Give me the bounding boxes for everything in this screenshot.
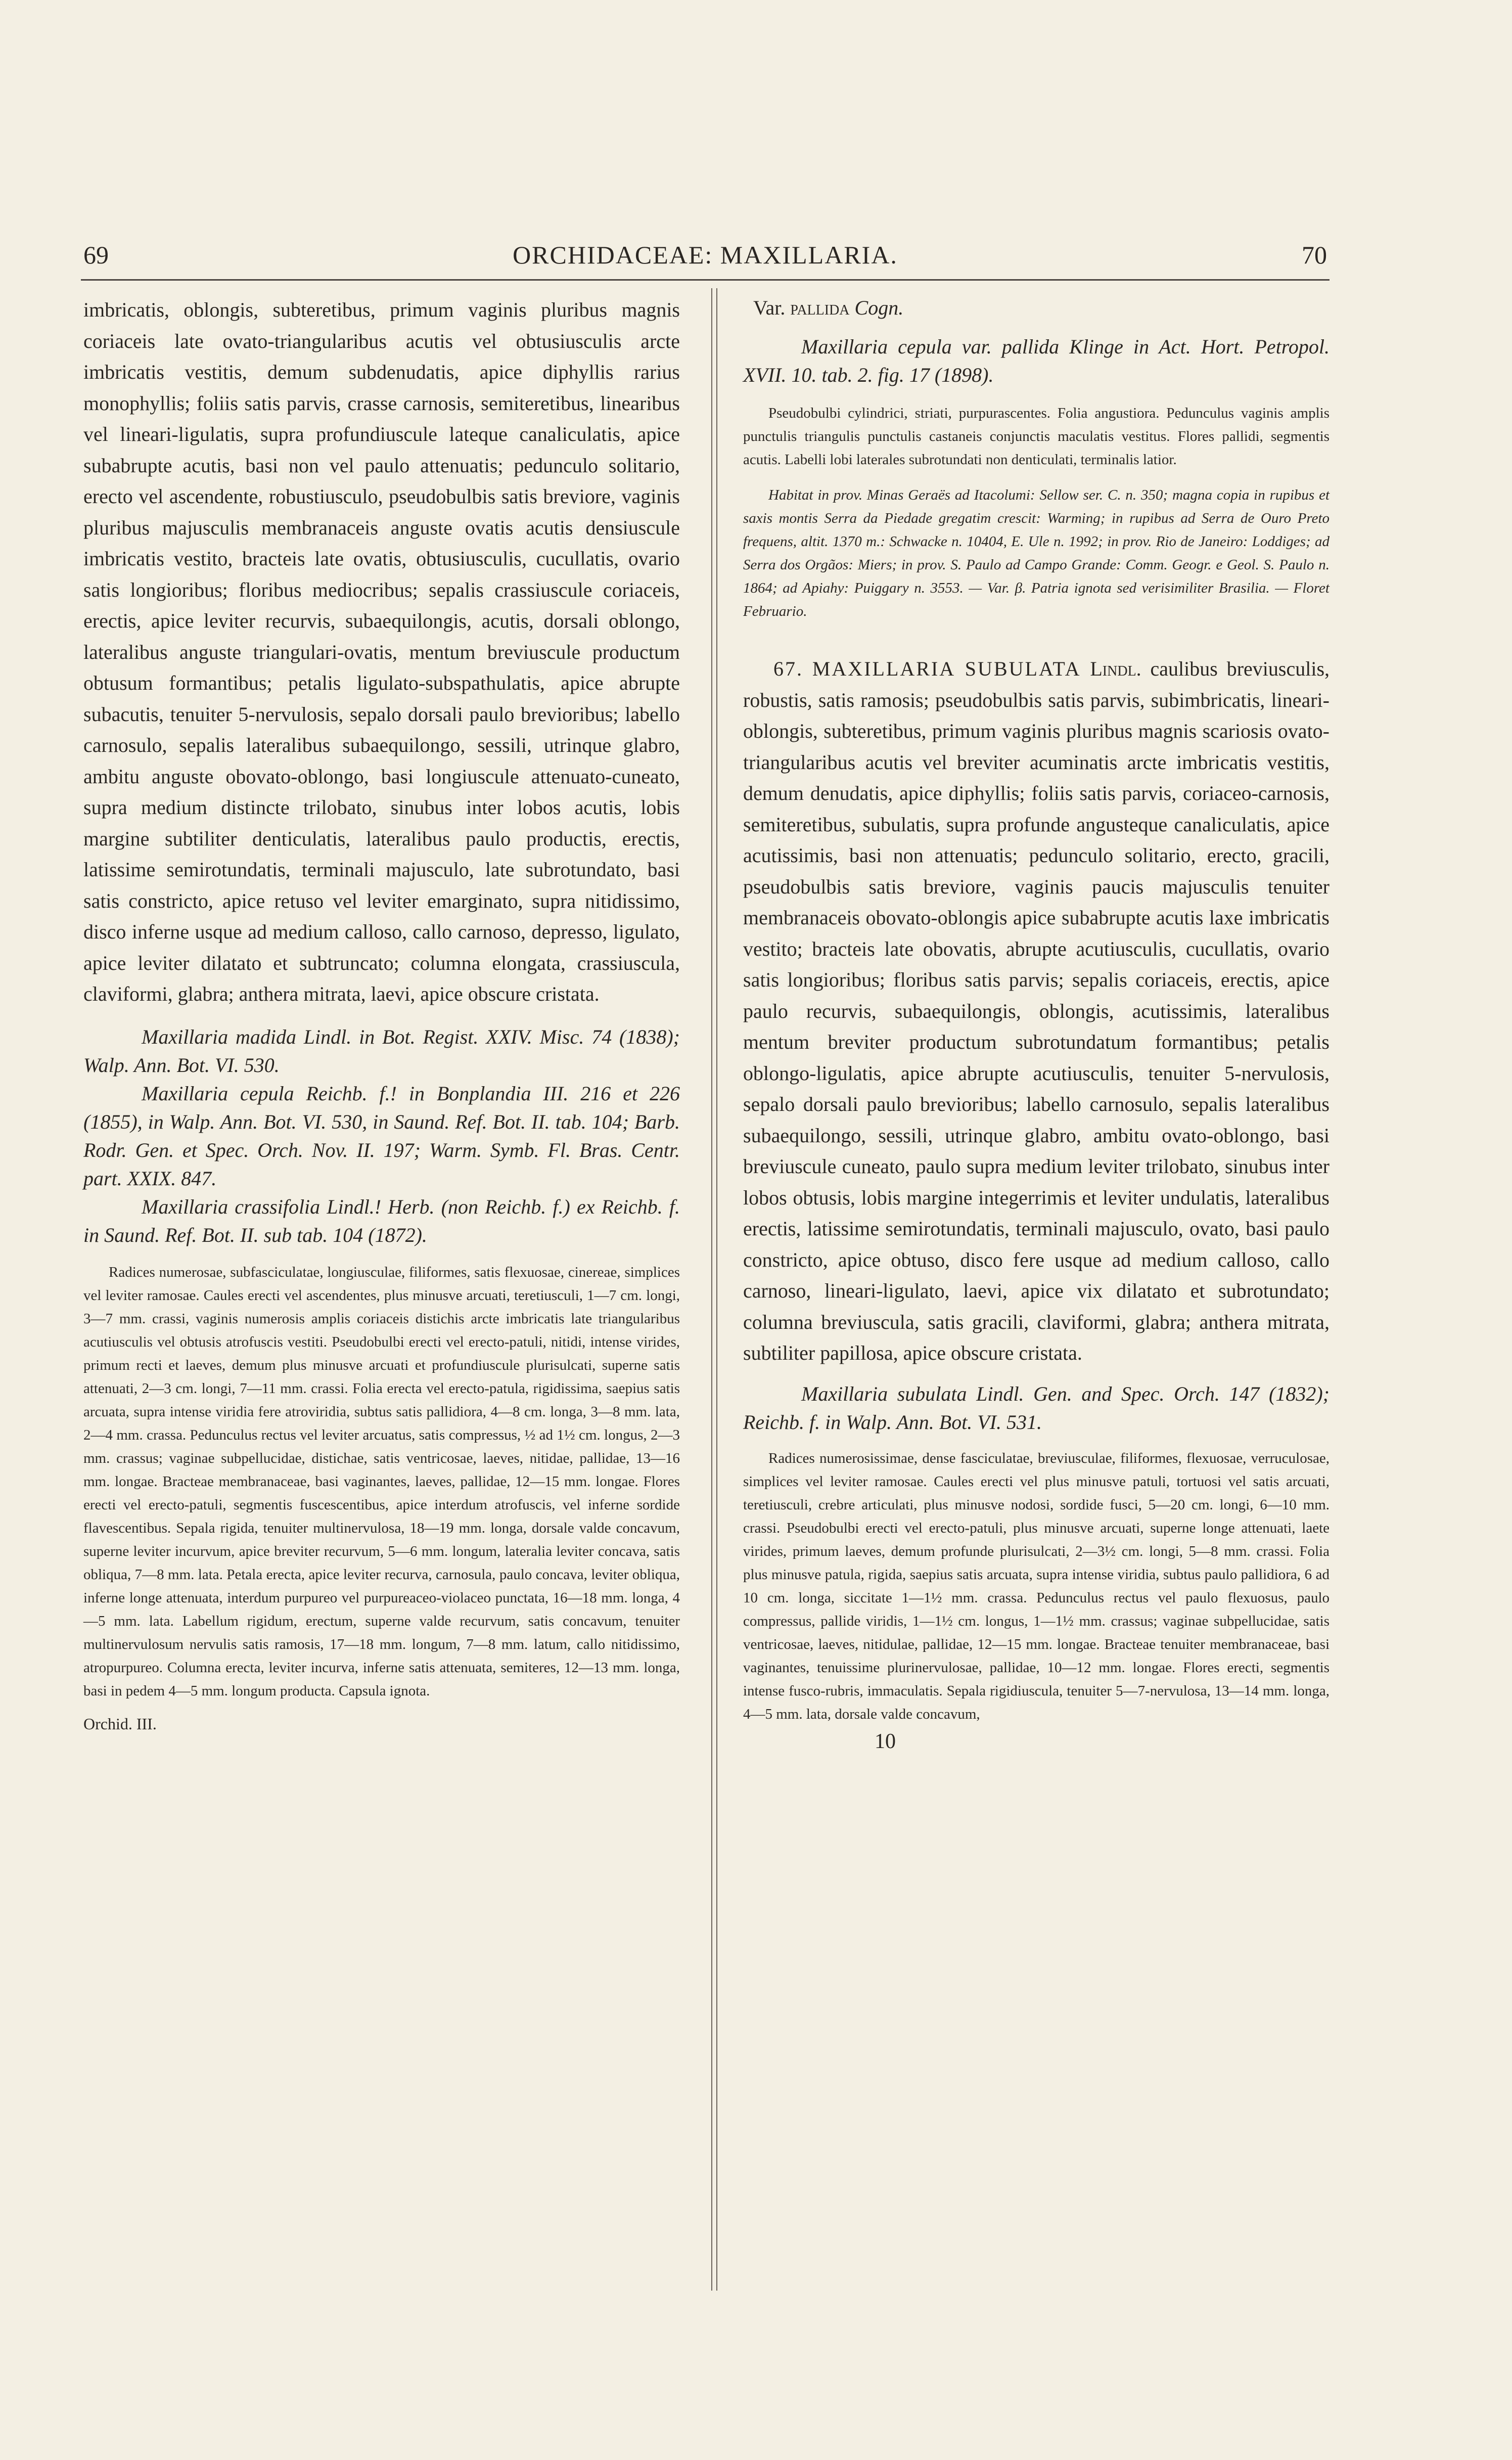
column-divider	[711, 288, 712, 2291]
detailed-description: Radices numerosae, subfasciculatae, longiusculae, filiformes, satis flexuosae, cinereae, simplices vel leviter ramosae. Caules erecti vel ascendentes, plus minusve arcuati, teretiusculi, 1—7 cm. longi, 3—7 mm. crassi, vaginis numerosis amplis coriaceis distichis arcte imbricatis late triangularibus acutiusculis vel obtusis atrofuscis vestiti. Pseudobulbi erecti vel erecto-patuli, nitidi, intense virides, primum recti et laeves, demum plus minusve arcuati et profundiuscule plurisulcati, superne satis attenuati, 2—3 cm. longi, 7—11 mm. crassi. Folia erecta vel erecto-patula, rigidissima, saepius satis arcuata, supra intense viridia fere atroviridia, subtus satis pallidiora, 4—8 cm. longa, 3—8 mm. lata, 2—4 mm. crassa. Pedunculus rectus vel leviter arcuatus, satis compressus, ½ ad 1½ cm. longus, 2—3 mm. crassus; vaginae subpellucidae, distichae, satis ventricosae, laeves, nitidae, pallidae, 13—16 mm. longae. Bracteae membranaceae, basi vaginantes, laeves, pallidae, 12—15 mm. longae. Flores erecti vel erecto-patuli, segmentis fuscescentibus, apice interdum atrofuscis, vel inferne sordide flavescentibus. Sepala rigida, tenuiter multinervulosa, 18—19 mm. longa, dorsale valde concavum, superne leviter incurvum, apice breviter recurvum, 5—6 mm. longum, lateralia leviter concava, satis obliqua, 7—8 mm. lata. Petala erecta, apice leviter recurva, carnosula, paulo concava, leviter obliqua, inferne longe attenuata, interdum purpureo vel purpureaceo-violaceo punctata, 16—18 mm. longa, 4—5 mm. lata. Labellum rigidum, erectum, superne valde recurvum, satis concavum, tenuiter multinervulosum nervulis satis ramosis, 17—18 mm. longum, 7—8 mm. latum, callo nitidissimo, atropurpureo. Columna erecta, leviter incurva, inferne satis attenuata, semiteres, 12—13 mm. longa, basi in pedem 4—5 mm. longum producta. Capsula ignota.	[83, 1264, 680, 1699]
variety-description: Pseudobulbi cylindrici, striati, purpurascentes. Folia angustiora. Pedunculus vaginis amplis punctulis triangulis punctulis castaneis conjunctis maculatis vestitus. Flores pallidi, segmentis acutis. Labelli lobi laterales subrotundati non denticulati, terminalis latior.	[743, 405, 1330, 468]
species-description: caulibus breviusculis, robustis, satis ramosis; pseudobulbis satis parvis, subimbricatis, lineari-oblongis, subteretibus, primum vaginis pluribus magnis scariosis ovato-triangularibus acutis vel breviter acuminatis arcte imbricatis vestitis, demum denudatis, apice diphyllis; foliis satis parvis, coriaceo-carnosis, semiteretibus, subulatis, supra profunde angusteque canaliculatis, apice acutissimis, basi non attenuatis; pedunculo solitario, erecto, gracili, pseudobulbis satis breviore, vaginis paucis majusculis tenuiter membranaceis obovato-oblongis apice subabrupte acutis laxe imbricatis vestito; bracteis late obovatis, abrupte acutiusculis, cucullatis, ovario satis longioribus; floribus satis parvis; sepalis coriaceis, erectis, apice paulo recurvis, subaequilongis, oblongis, acutissimis, lateralibus mentum breviter productum subrotundatum formantibus; petalis oblongo-ligulatis, apice abrupte acutiusculis, tenuiter 5-nervulosis, sepalo dorsali paulo brevioribus; labello carnosulo, sepalis lateralibus subaequilongo, sessili, utrinque glabro, ambitu ovato-oblongo, basi breviuscule cuneato, paulo supra medium leviter trilobato, sinubus inter lobos obtusis, lobis margine integerrimis et leviter undulatis, lateralibus erectis, latissime semirotundatis, terminali majusculo, ovato, basi paulo constricto, apice obtuso, disco fere usque ad medium calloso, callo carnoso, lineari-ligulato, laevi, apice vix dilatato et subrotundato; columna breviuscula, satis gracili, claviformi, glabra; anthera mitrata, subtiliter papillosa, apice obscure cristata.	[743, 657, 1330, 1364]
species-author: Lindl.	[1090, 657, 1141, 680]
species-citation: Maxillaria subulata Lindl. Gen. and Spec. Orch. 147 (1832); Reichb. f. in Walp. Ann. Bot. VI. 531.	[743, 1382, 1330, 1434]
habitat-text: Habitat in prov. Minas Geraës ad Itacolumi: Sellow ser. C. n. 350; magna copia in rupibus et saxis montis Serra da Piedade gregatim crescit: Warming; in rupibus ad Serra de Ouro Preto frequens, altit. 1370 m.: Schwacke n. 10404, E. Ule n. 1992; in prov. Rio de Janeiro: Loddiges; ad Serra dos Orgãos: Miers; in prov. S. Paulo ad Campo Grande: Comm. Geogr. e Geol. S. Paulo n. 1864; ad Apiahy: Puiggary n. 3553. — Var. β. Patria ignota sed verisimiliter Brasilia. — Floret Februario.	[743, 487, 1330, 619]
page-number-left: 69	[83, 241, 109, 269]
page-header	[83, 240, 1327, 276]
species-detailed-description: Radices numerosissimae, dense fasciculatae, breviusculae, filiformes, flexuosae, verruculosae, simplices vel leviter ramosae. Caules erecti vel plus minusve patuli, tortuosi vel satis arcuati, teretiusculi, crebre articulati, plus minusve nodosi, sordide fusci, 5—20 cm. longi, 6—10 mm. crassi. Pseudobulbi erecti vel erecto-patuli, plus minusve arcuati, superne longe attenuati, laete virides, primum laeves, demum profunde plurisulcati, 2—3½ cm. longi, 5—8 mm. crassi. Folia plus minusve patula, rigida, saepius satis arcuata, supra intense viridia, subtus paulo pallidiora, 6 ad 10 cm. longa, siccitate 1—1½ mm. crassa. Pedunculus rectus vel paulo flexuosus, paulo compressus, pallide viridis, 1—1½ cm. longus, 1—1½ mm. crassus; vaginae subpellucidae, satis ventricosae, laeves, nitidulae, pallidae, 12—15 mm. longae. Bracteae tenuiter membranaceae, basi vaginantes, tenuissime plurinervulosae, pallidae, 10—12 mm. longae. Flores erecti, segmentis intense fusco-rubris, immaculatis. Sepala rigidiuscula, tenuiter 5—7-nervulosa, 13—14 mm. longa, 4—5 mm. lata, dorsale valde concavum,	[743, 1450, 1330, 1722]
species-67	[743, 653, 1330, 1369]
variety-heading	[743, 294, 1330, 322]
variety-citation: Maxillaria cepula var. pallida Klinge in Act. Hort. Petropol. XVII. 10. tab. 2. fig. 17 (1898).	[743, 335, 1330, 386]
variety-prefix: Var.	[753, 296, 786, 319]
citation-crassifolia: Maxillaria crassifolia Lindl.! Herb. (non Reichb. f.) ex Reichb. f. in Saund. Ref. Bot. II. sub tab. 104 (1872).	[83, 1195, 680, 1246]
variety-name: pallida	[790, 296, 850, 319]
page-number-right: 70	[1302, 241, 1327, 269]
description-continued: imbricatis, oblongis, subteretibus, primum vaginis pluribus magnis coriaceis late ovato-triangularibus acutis vel obtusiusculis arcte imbricatis vestitis, demum subdenudatis, apice diphyllis rarius monophyllis; foliis satis parvis, crasse carnosis, semiteretibus, linearibus vel lineari-ligulatis, supra profundiuscule lateque canaliculatis, apice subabrupte acutis, basi non vel paulo attenuatis; pedunculo solitario, erecto vel ascendente, robustiusculo, pseudobulbis satis breviore, vaginis pluribus majusculis membranaceis anguste ovatis acutis densiuscule imbricatis vestito, bracteis late ovatis, obtusiusculis, cucullatis, ovario satis longioribus; floribus mediocribus; sepalis crassiuscule coriaceis, erectis, apice leviter recurvis, subaequilongis, acutis, dorsali oblongo, lateralibus anguste triangulari-ovatis, mentum breviuscule productum obtusum formantibus; petalis ligulato-subspathulatis, apice abrupte subacutis, tenuiter 5-nervulosis, sepalo dorsali paulo brevioribus; labello carnosulo, sepalis lateralibus subaequilongo, sessili, utrinque glabro, ambitu anguste obovato-oblongo, basi longiuscule attenuato-cuneato, supra medium distincte trilobato, sinubus inter lobos acutis, lobis margine subtiliter denticulatis, lateralibus paulo productis, erectis, latissime semirotundatis, terminali majusculo, late subrotundato, basi satis constricto, apice retuso vel leviter emarginato, supra nitidissimo, disco inferne usque ad medium calloso, callo carnoso, depresso, ligulato, apice leviter dilatato et subtruncato; columna elongata, crassiuscula, claviformi, glabra; anthera mitrata, laevi, apice obscure cristata.	[83, 298, 680, 1005]
citation-cepula: Maxillaria cepula Reichb. f.! in Bonplandia III. 216 et 226 (1855), in Walp. Ann. Bot. VI. 530, in Saund. Ref. Bot. II. tab. 104; Barb. Rodr. Gen. et Spec. Orch. Nov. II. 197; Warm. Symb. Fl. Bras. Centr. part. XXIX. 847.	[83, 1082, 680, 1190]
left-column	[83, 294, 680, 1735]
signature-number: 10	[875, 1729, 896, 1753]
species-name: MAXILLARIA SUBULATA	[812, 657, 1081, 680]
running-title: ORCHIDACEAE: MAXILLARIA.	[513, 241, 898, 269]
citation-madida: Maxillaria madida Lindl. in Bot. Regist. XXIV. Misc. 74 (1838); Walp. Ann. Bot. VI. 530.	[83, 1025, 680, 1077]
header-rule	[81, 279, 1330, 281]
variety-author: Cogn.	[854, 296, 904, 319]
species-number: 67.	[773, 657, 803, 680]
signature-mark: Orchid. III.	[83, 1714, 157, 1733]
column-divider-second	[716, 288, 717, 2291]
right-column	[743, 294, 1330, 1753]
